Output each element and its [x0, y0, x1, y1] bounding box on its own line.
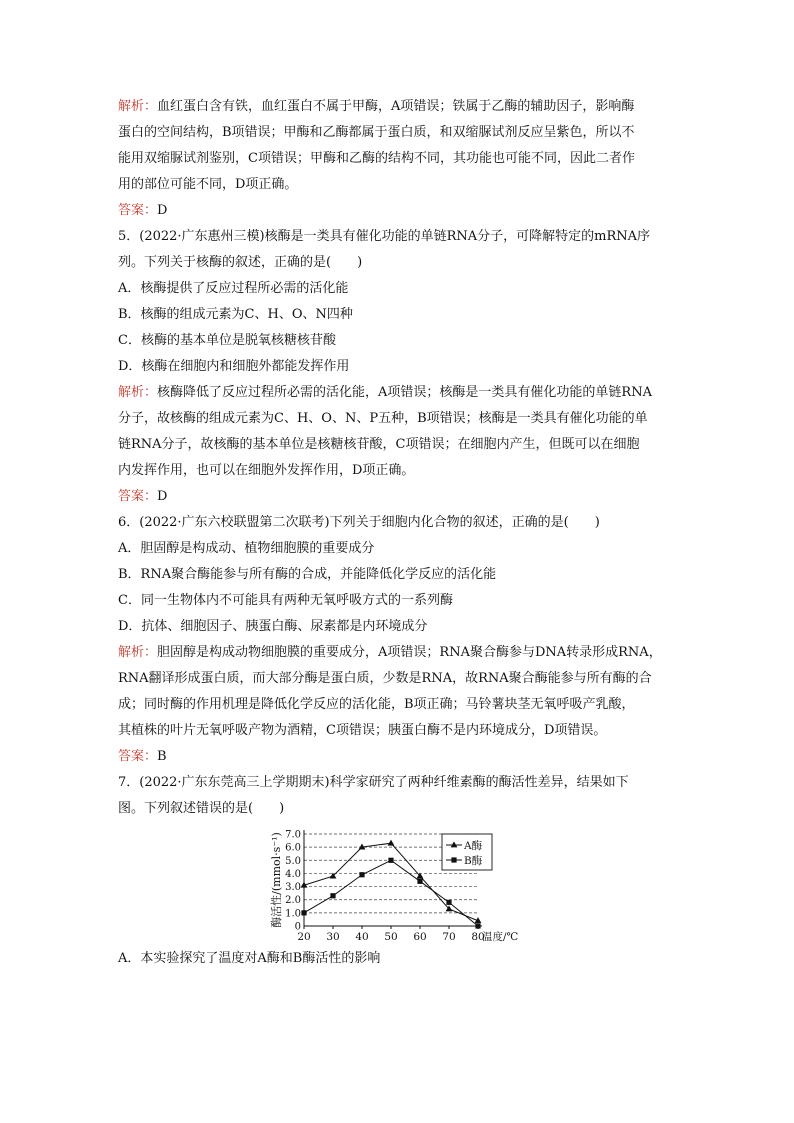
x-tick-label: 80 [471, 931, 485, 943]
option-a: A．胆固醇是构成动、植物细胞膜的重要成分 [118, 541, 375, 556]
analysis-line: 解析：核酶降低了反应过程所必需的活化能，A项错误；核酶是一类具有催化功能的单链RNA [118, 385, 652, 400]
answer-value: D [157, 489, 168, 504]
x-axis-label: 温度/℃ [482, 931, 519, 943]
question-stem-line: 6．(2022·广东六校联盟第二次联考)下列关于细胞内化合物的叙述，正确的是( ) [118, 515, 600, 530]
answer-value: D [157, 203, 168, 218]
analysis-line: RNA翻译形成蛋白质，而大部分酶是蛋白质，少数是RNA，故RNA聚合酶能参与所有酶的合 [118, 671, 652, 686]
analysis-block-q4 [118, 94, 684, 224]
analysis-label: 解析： [118, 385, 158, 400]
answer-label: 答案： [118, 203, 158, 218]
data-point-b [446, 900, 451, 905]
y-tick-label: 2.0 [285, 895, 301, 907]
chart-legend [442, 834, 492, 870]
question-5 [118, 224, 684, 510]
analysis-line: 能用双缩脲试剂鉴别，C项错误；甲酶和乙酶的结构不同，其功能也可能不同，因此二者作 [118, 151, 635, 166]
y-tick-label: 4.0 [285, 868, 301, 880]
legend-label: B酶 [464, 855, 483, 867]
answer-line [118, 744, 684, 770]
x-tick-label: 50 [384, 931, 398, 943]
option-b: B．RNA聚合酶能参与所有酶的合成，并能降低化学反应的活化能 [118, 567, 497, 582]
y-tick-label: 5.0 [285, 855, 301, 867]
answer-label: 答案： [118, 749, 158, 764]
legend-marker [451, 857, 456, 862]
answer-value: B [157, 749, 167, 764]
analysis-line: 链RNA分子，故核酶的基本单位是核糖核苷酸，C项错误；在细胞内产生，但既可以在细胞 [118, 437, 640, 452]
answer-label: 答案： [118, 489, 158, 504]
question-6 [118, 510, 684, 770]
x-tick-label: 40 [355, 931, 369, 943]
answer-line [118, 198, 684, 224]
option-a: A．核酶提供了反应过程所必需的活化能 [118, 281, 349, 296]
y-tick-label: 6.0 [285, 842, 301, 854]
y-tick-label: 7.0 [285, 829, 301, 841]
answer-line [118, 484, 684, 510]
data-point-b [330, 893, 335, 898]
y-tick-label: 1.0 [285, 908, 301, 920]
data-point-b [475, 923, 480, 928]
data-point-b [388, 858, 393, 863]
analysis-line: 蛋白的空间结构，B项错误；甲酶和乙酶都属于蛋白质，和双缩脲试剂反应呈紫色，所以不 [118, 125, 635, 140]
option-d: D．抗体、细胞因子、胰蛋白酶、尿素都是内环境成分 [118, 619, 428, 634]
legend-label: A酶 [464, 840, 483, 852]
x-tick-label: 20 [297, 931, 311, 943]
data-point-a [388, 840, 395, 846]
question-7 [118, 770, 684, 972]
option-a: A．本实验探究了温度对A酶和B酶活性的影响 [118, 951, 381, 966]
y-tick-label: 3.0 [285, 882, 301, 894]
analysis-label: 解析： [118, 99, 158, 114]
analysis-line: 其植株的叶片无氧呼吸产物为酒精，C项错误；胰蛋白酶不是内环境成分，D项错误。 [118, 723, 607, 738]
option-c: C．同一生物体内不可能具有两种无氧呼吸方式的一系列酶 [118, 593, 453, 608]
question-stem-line: 图。下列叙述错误的是( ) [118, 801, 285, 816]
x-tick-label: 70 [442, 931, 456, 943]
analysis-line: 用的部位可能不同，D项正确。 [118, 177, 298, 192]
analysis-line: 解析：胆固醇是构成动物细胞膜的重要成分，A项错误；RNA聚合酶参与DNA转录形成RNA， [118, 645, 662, 660]
analysis-line: 分子，故核酶的组成元素为C、H、O、N、P五种，B项错误；核酶是一类具有催化功能的单 [118, 411, 648, 426]
y-axis-label: 酶活性/(mmol·s⁻¹) [270, 832, 283, 928]
question-stem-line: 7．(2022·广东东莞高三上学期期末)科学家研究了两种纤维素酶的酶活性差异，结果如下 [118, 775, 629, 790]
option-b: B．核酶的组成元素为C、H、O、N四种 [118, 307, 353, 322]
analysis-line: 成；同时酶的作用机理是降低化学反应的活化能，B项正确；马铃薯块茎无氧呼吸产乳酸， [118, 697, 635, 712]
x-tick-label: 60 [413, 931, 427, 943]
data-point-b [359, 872, 364, 877]
document-content [118, 94, 684, 972]
data-point-b [417, 879, 422, 884]
question-stem-line: 5．(2022·广东惠州三模)核酶是一类具有催化功能的单链RNA分子，可降解特定的mRNA序 [118, 229, 651, 244]
x-tick-label: 30 [326, 931, 340, 943]
option-d: D．核酶在细胞内和细胞外都能发挥作用 [118, 359, 350, 374]
question-stem-line: 列。下列关于核酶的叙述，正确的是( ) [118, 255, 363, 270]
y-tick-label: 0 [294, 921, 301, 933]
data-point-b [301, 910, 306, 915]
analysis-line: 解析：血红蛋白含有铁，血红蛋白不属于甲酶，A项错误；铁属于乙酶的辅助因子，影响酶 [118, 99, 635, 114]
option-c: C．核酶的基本单位是脱氧核糖核苷酸 [118, 333, 336, 348]
analysis-line: 内发挥作用，也可以在细胞外发挥作用，D项正确。 [118, 463, 415, 478]
enzyme-activity-chart [268, 826, 528, 944]
analysis-label: 解析： [118, 645, 158, 660]
